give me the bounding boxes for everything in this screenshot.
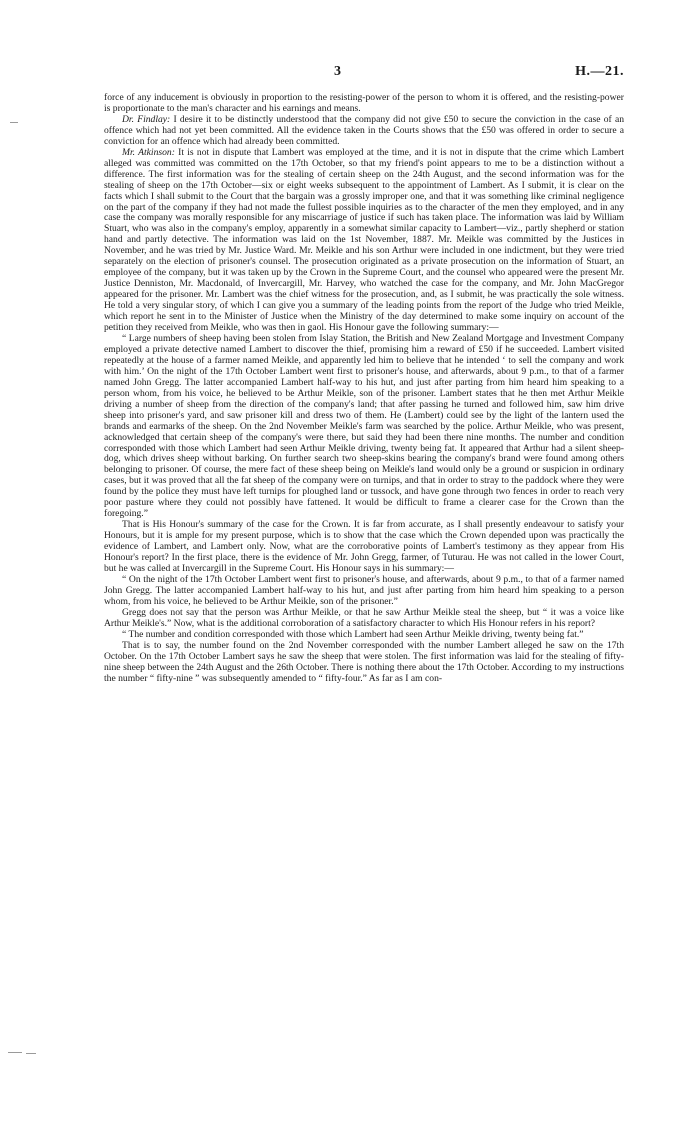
margin-mark	[10, 122, 18, 123]
quoted-summary	[104, 334, 624, 520]
paragraph-text: Gregg does not say that the person was Arthur Meikle, or that he saw Arthur Meikle steal the sheep, but “ it was a voice like Arthur Meikle's.” Now, what is the additional corroboration of a satisfactory character to which His Honour refers in his report?	[104, 606, 624, 629]
page-number: 3	[334, 64, 341, 79]
margin-mark	[26, 1053, 36, 1054]
speaker-name: Mr. Atkinson:	[122, 146, 175, 158]
speaker-name: Dr. Findlay:	[122, 113, 171, 125]
document-reference: H.—21.	[575, 64, 624, 79]
paragraph-text: That is His Honour's summary of the case for the Crown. It is far from accurate, as I shall presently endeavour to satisfy your Honours, but it is ample for my present purpose, which is to show that the case which the Crown depended upon was practically the evidence of Lambert, and Lambert only. Now, what are the corroborative points of Lambert's testimony as they appear from His Honour's report? In the first place, there is the evidence of Mr. John Gregg, farmer, of Tuturau. He was not called in the lower Court, but he was called at Invercargill in the Supreme Court. His Honour says in his summary:—	[104, 519, 624, 574]
paragraph	[104, 641, 624, 685]
paragraph-text: “ The number and condition corresponded with those which Lambert had seen Arthur Meikle driving, twenty being fat.”	[122, 628, 584, 640]
paragraph-text: “ Large numbers of sheep having been stolen from Islay Station, the British and New Zealand Mortgage and Investment Company employed a private detective named Lambert to discover the thief, promising him a reward of £50 if he succeeded. Lambert visited repeatedly at the house of a farmer named Meikle, and apparently led him to believe that he intended ‘ to sell the company and work with him.’ On the night of the 17th October Lambert went first to prisoner's house, and afterwards, about 9 p.m., to that of a farmer named John Gregg. The latter accompanied Lambert half-way to his hut, and just after parting from him heard him speaking to a person whom, from his voice, he believed to be Arthur Meikle, son of the prisoner. Lambert states that he then met Arthur Meikle driving a number of sheep from the direction of the company's land; that after passing he turned and followed him, saw him drive sheep into prisoner's yard, and saw prisoner kill and dress two of them. He (Lambert) could see by the light of the lantern used the brands and earmarks of the sheep. On the 2nd November Meikle's farm was searched by the police. Arthur Meikle, who was present, acknowledged that certain sheep of the company's were there, but said they had been there nine months. The number and condition corresponded with those which Lambert had seen Arthur Meikle driving, twenty being fat. It appeared that Arthur had a silent sheep-dog, which drives sheep without barking. On further search two sheep-skins bearing the company's brand were found among others belonging to prisoner. Of course, the mere fact of these sheep being on Meikle's land would only be a ground or suspicion in ordinary cases, but it was proved that all the fat sheep of the company were on turnips, and that in order to stray to the paddock where they were found by the police they must have left turnips for ploughed land or tussock, and have gone through two fences in order to reach very poor pasture where they could not possibly have fattened. It would be difficult to frame a clearer case for the Crown than the foregoing.”	[104, 332, 624, 520]
paragraph-text: That is to say, the number found on the 2nd November corresponded with the number Lambert alleged he saw on the 17th October. On the 17th October Lambert says he saw the sheep that were stolen. The first information was laid for the stealing of fifty-nine sheep between the 24th August and the 26th October. There is nothing there about the 17th October. According to my instructions the number “ fifty-nine ” was subsequently amended to “ fifty-four.” As far as I am con-	[104, 639, 624, 684]
quoted-excerpt	[104, 575, 624, 608]
margin-mark	[8, 1052, 22, 1053]
paragraph-atkinson	[104, 148, 624, 334]
paragraph-text: I desire it to be distinctly understood that the company did not give £50 to secure the conviction in the case of an offence which had not yet been committed. All the evidence taken in the Courts shows that the £50 was offered in order to secure a conviction for an offence which had already been committed.	[104, 113, 624, 147]
paragraph-findlay	[104, 115, 624, 148]
body-text	[104, 93, 624, 684]
paragraph-text: force of any inducement is obviously in proportion to the resisting-power of the person to whom it is offered, and the resisting-power is proportionate to the man's character and his earnings and means.	[104, 92, 624, 114]
paragraph-continuation	[104, 93, 624, 115]
paragraph-text: “ On the night of the 17th October Lambert went first to prisoner's house, and afterwards, about 9 p.m., to that of a farmer named John Gregg. The latter accompanied Lambert half-way to his hut, and just after parting from him heard him speaking to a person whom, from his voice, he believed to be Arthur Meikle, son of the prisoner.”	[104, 573, 624, 607]
page-header	[104, 64, 624, 80]
paragraph	[104, 608, 624, 630]
paragraph	[104, 520, 624, 575]
paragraph-text: It is not in dispute that Lambert was employed at the time, and it is not in dispute that the crime which Lambert alleged was committed was committed on the 17th October, so that my friend's point appears to me to be a distinction without a difference. The first information was for the stealing of certain sheep on the 24th August, and the second information was for the stealing of sheep on the 17th October—six or eight weeks subsequent to the appointment of Lambert. As I submit, it is clear on the facts which I shall submit to the Court that the bargain was a grossly improper one, and that it was something like criminal negligence on the part of the company if they had not made the fullest possible inquiries as to the character of the men they employed, and in any case the company was morally responsible for any miscarriage of justice if such has taken place. The information was laid by William Stuart, who was also in the company's employ, apparently in a somewhat similar capacity to Lambert—viz., partly shepherd or station hand and partly detective. The information was laid on the 1st November, 1887. Mr. Meikle was committed by the Justices in November, and he was tried by Mr. Justice Ward. Mr. Meikle and his son Arthur were included in one indictment, but they were tried separately on the election of prisoner's counsel. The prosecution originated as a private prosecution on the information of Stuart, an employee of the company, but it was taken up by the Crown in the Supreme Court, and the counsel who appeared were the present Mr. Justice Denniston, Mr. Macdonald, of Invercargill, Mr. Harvey, who watched the case for the company, and Mr. John MacGregor appeared for the prisoner. Mr. Lambert was the chief witness for the prosecution, and, as I submit, he was practically the sole witness. He told a very singular story, of which I can give you a summary of the leading points from the report of the Judge who tried Meikle, which report he sent in to the Minister of Justice when the Ministry of the day determined to make some inquiry on account of the petition they received from Meikle, who was then in gaol. His Honour gave the following summary:—	[104, 146, 624, 334]
